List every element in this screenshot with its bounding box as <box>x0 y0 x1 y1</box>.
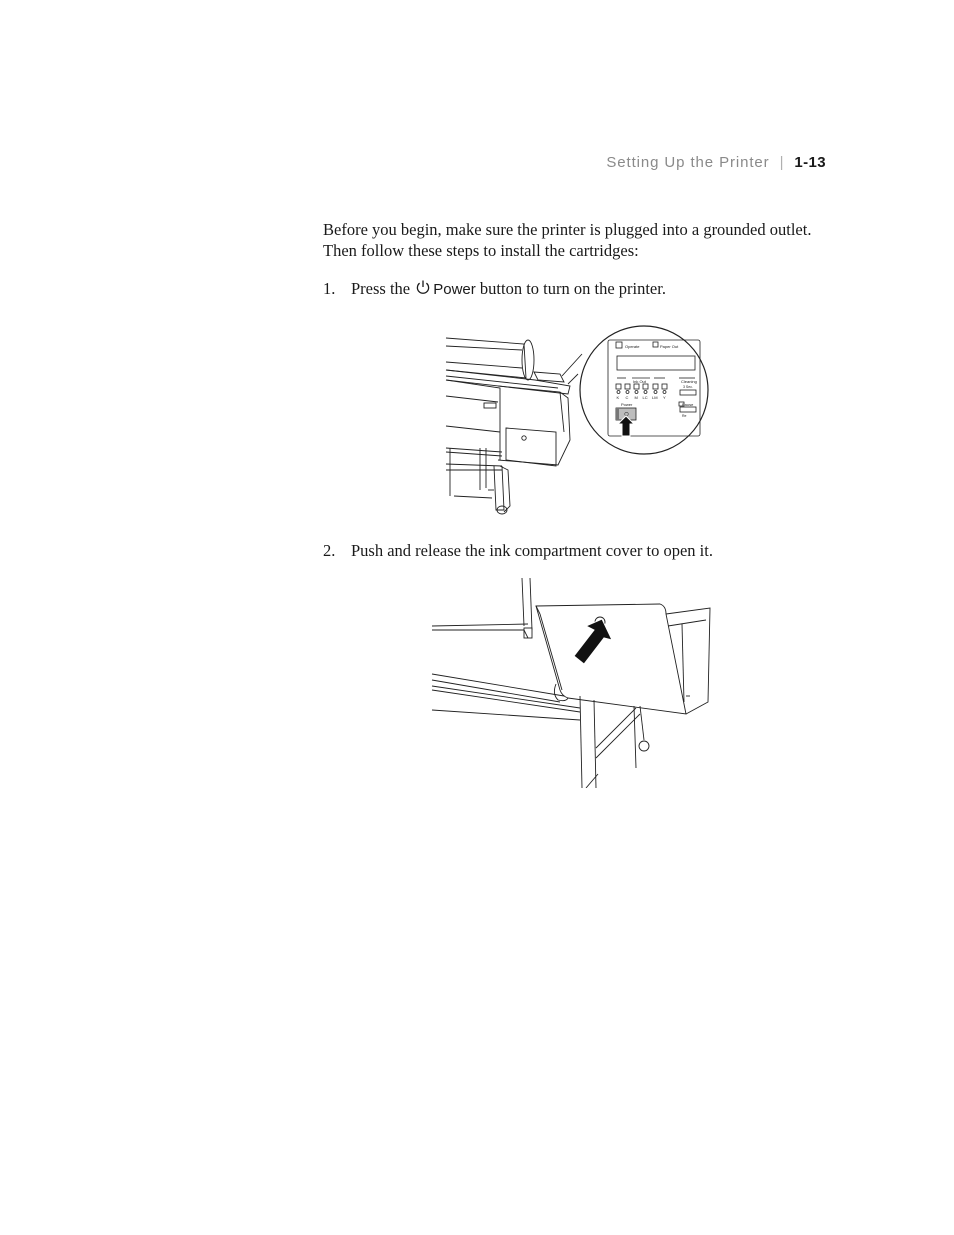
power-button-label: Power <box>433 281 476 298</box>
section-title: Setting Up the Printer <box>606 154 770 171</box>
step-1 <box>323 278 666 300</box>
panel-ink-letter: LC <box>642 395 648 400</box>
step-text: Push and release the ink compartment cover to open it. <box>351 541 713 560</box>
header-separator: | <box>779 154 785 171</box>
running-header <box>606 154 826 171</box>
step-number: 2. <box>323 541 336 560</box>
panel-pause-label: Pause <box>682 402 694 407</box>
page-number: 1-13 <box>794 154 826 171</box>
step-number: 1. <box>323 279 336 298</box>
panel-ink-out-label: Ink Out <box>633 379 646 384</box>
panel-ink-letter: Y <box>663 395 666 400</box>
step-text-before: Press the <box>351 279 411 298</box>
panel-power-label: Power <box>621 402 633 407</box>
panel-ink-letter: C <box>625 395 629 400</box>
panel-cleaning-sub-label: 3 Sec. <box>683 385 693 389</box>
step-text-after: button to turn on the printer. <box>479 279 666 298</box>
panel-ink-letter: LM <box>652 395 658 400</box>
panel-ink-letter: K <box>616 395 620 400</box>
panel-operate-label: Operate <box>625 344 640 349</box>
panel-paper-out-label: Paper Out <box>660 344 679 349</box>
intro-paragraph: Before you begin, make sure the printer is plugged into a grounded outlet. Then follow these steps to install the cartridges: <box>323 220 812 260</box>
panel-ink-letter: M <box>634 395 638 400</box>
step-2 <box>323 540 713 561</box>
ink-compartment-cover-illustration <box>428 578 718 788</box>
panel-pause-sub-label: Re <box>682 414 687 418</box>
power-icon <box>415 279 431 295</box>
panel-cleaning-label: Cleaning <box>681 379 697 384</box>
push-arrow-icon <box>574 619 612 664</box>
printer-control-panel-illustration <box>440 320 710 520</box>
